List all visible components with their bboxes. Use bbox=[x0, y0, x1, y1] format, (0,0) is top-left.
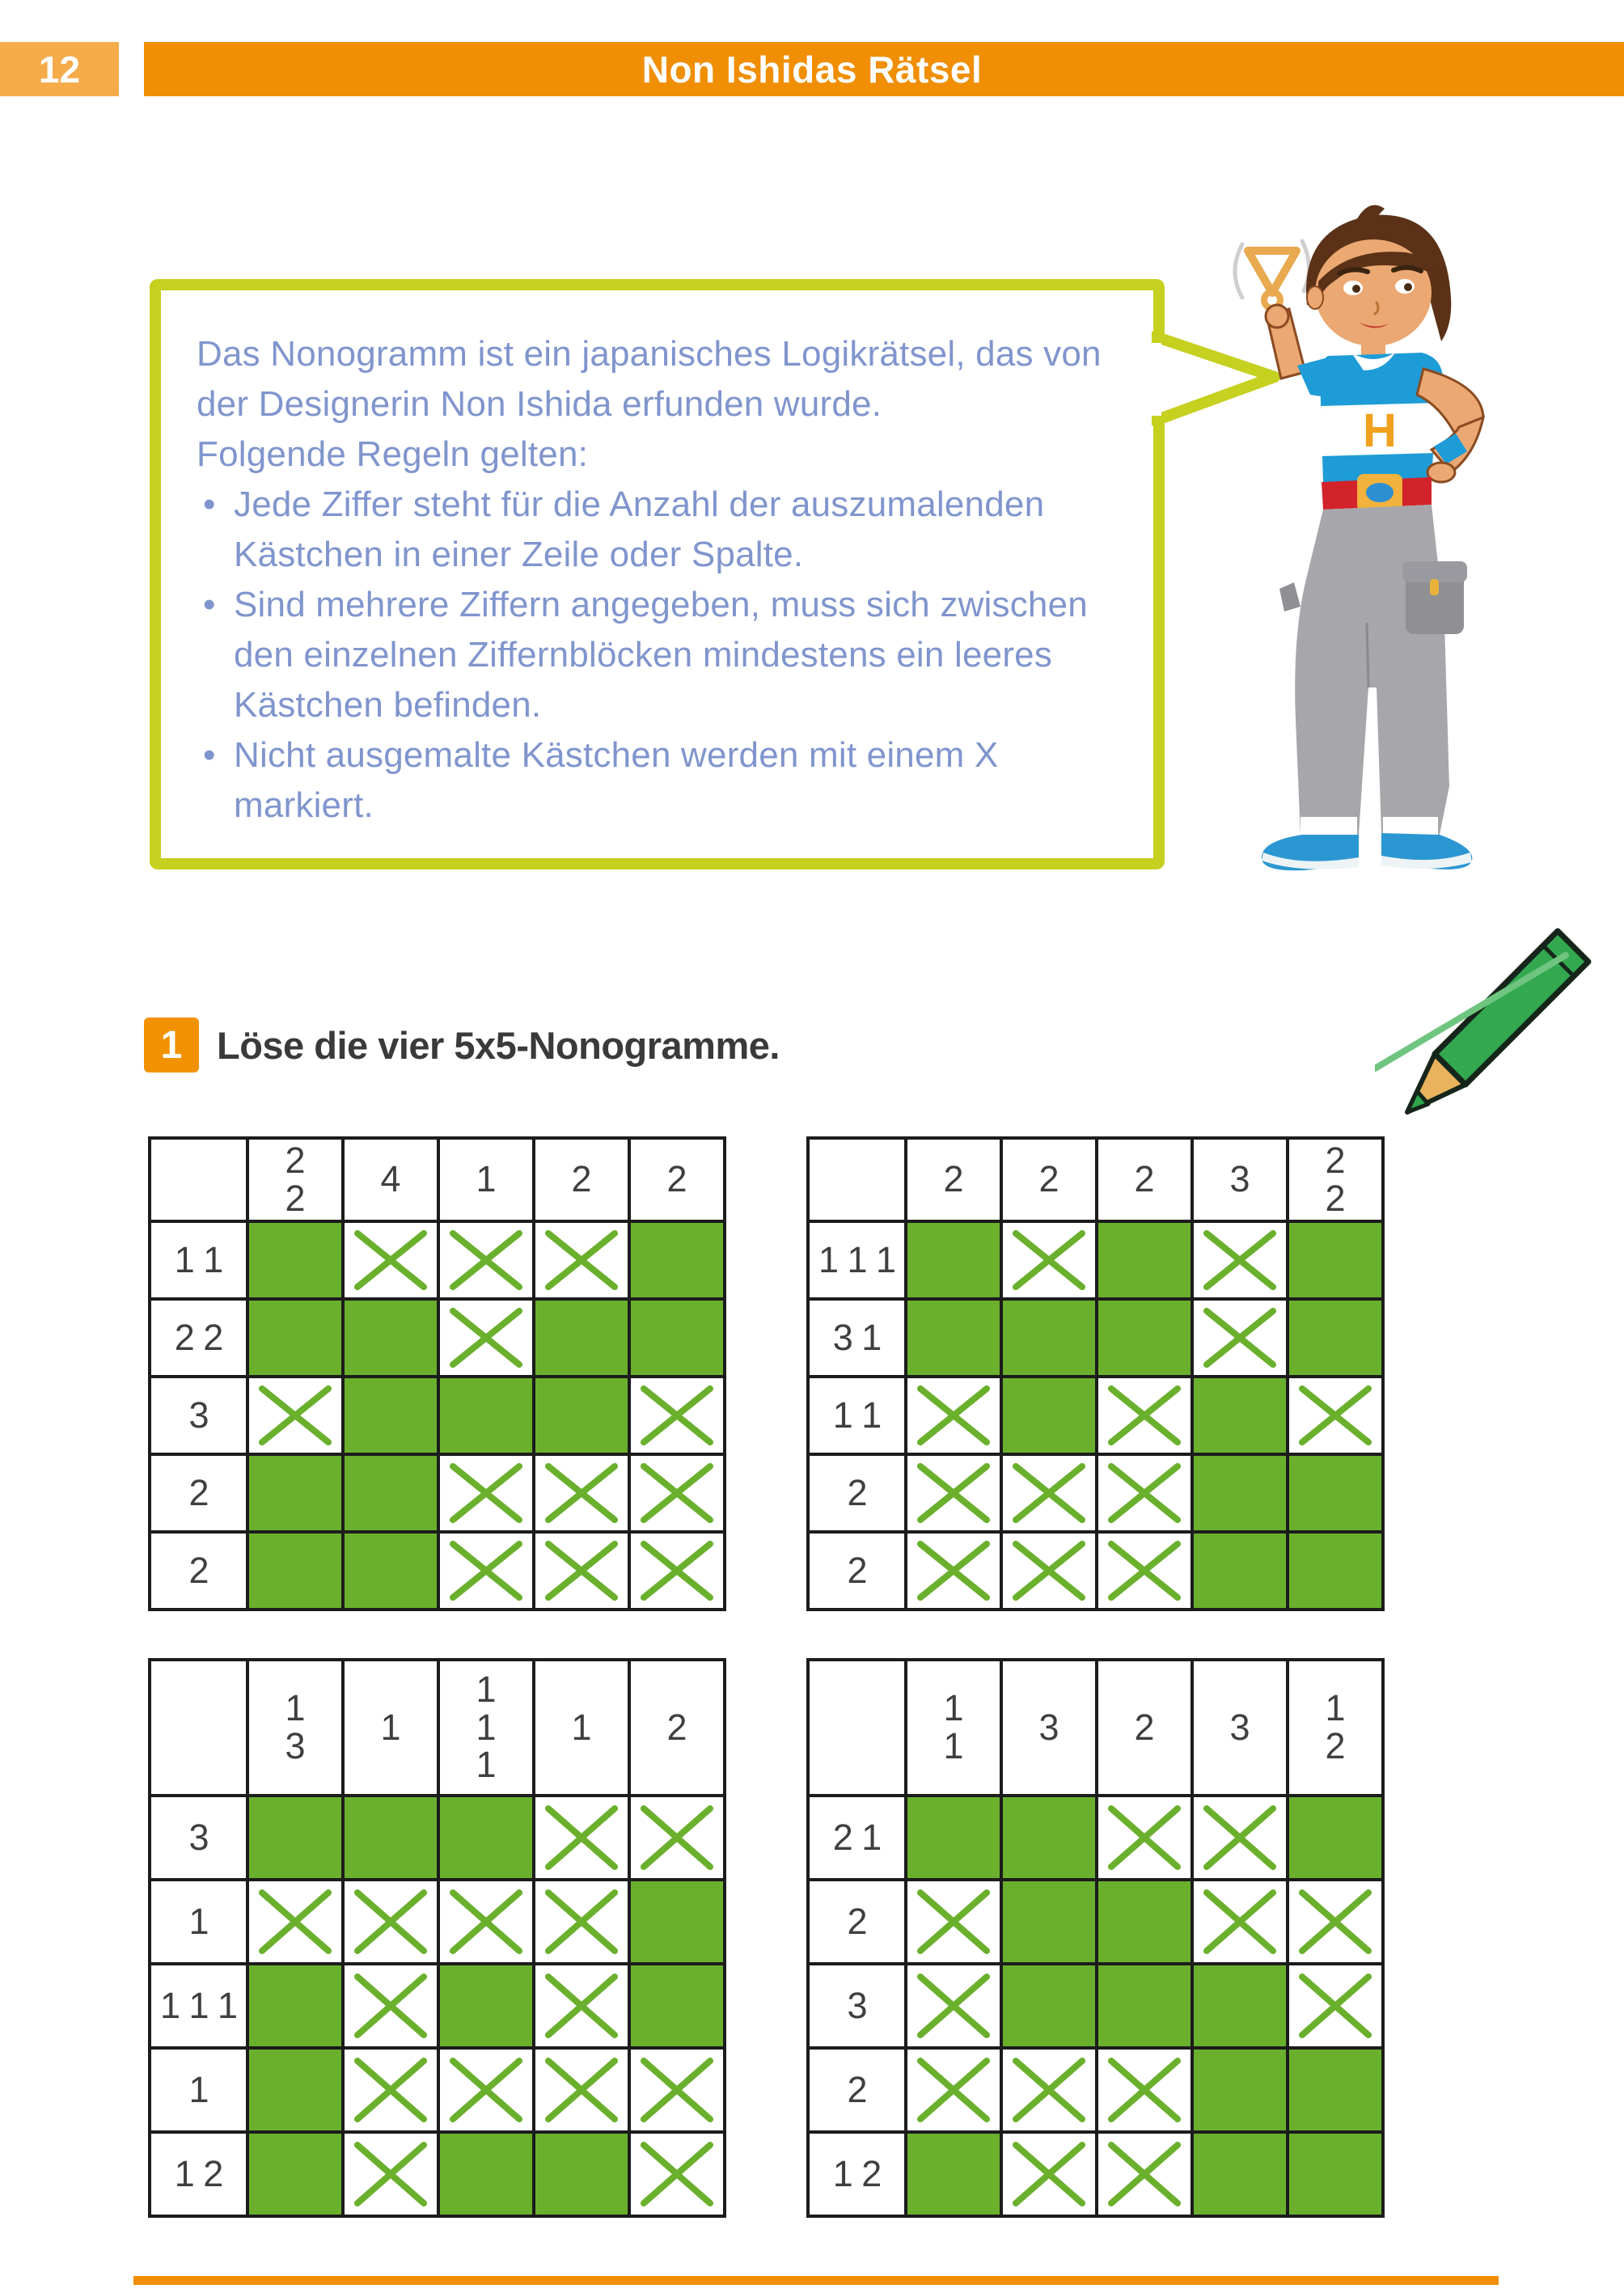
row-clue: 1 bbox=[150, 2048, 247, 2132]
puzzle-cell-r4c3[interactable] bbox=[1097, 1454, 1192, 1532]
nonogram-grid-3 bbox=[148, 1658, 726, 2218]
puzzle-cell-r5c3[interactable] bbox=[1097, 2132, 1192, 2216]
column-clue: 2 bbox=[534, 1138, 629, 1221]
row-clue: 2 1 bbox=[808, 1796, 906, 1880]
x-mark-icon bbox=[907, 1965, 1000, 2046]
puzzle-cell-r3c1[interactable] bbox=[247, 1377, 343, 1454]
puzzle-cell-r3c4[interactable] bbox=[534, 1964, 629, 2048]
x-mark-icon bbox=[907, 1378, 1000, 1453]
x-mark-icon bbox=[1289, 1378, 1381, 1453]
puzzle-cell-r3c4[interactable] bbox=[534, 1377, 629, 1454]
column-clue: 3 bbox=[1192, 1660, 1288, 1796]
x-mark-icon bbox=[907, 1881, 1000, 1962]
row-clue: 3 bbox=[808, 1964, 906, 2048]
puzzle-cell-r3c2[interactable] bbox=[343, 1964, 438, 2048]
x-mark-icon bbox=[1003, 2050, 1095, 2130]
bubble-rules-list bbox=[197, 480, 1135, 831]
nonogram-grid-1 bbox=[148, 1136, 726, 1611]
bubble-rules-label: Folgende Regeln gelten: bbox=[197, 434, 589, 474]
x-mark-icon bbox=[440, 1301, 532, 1375]
puzzle-cell-r5c1[interactable] bbox=[247, 1532, 343, 1610]
row-clue: 3 1 bbox=[808, 1299, 906, 1377]
puzzle-cell-r5c1[interactable] bbox=[906, 2132, 1001, 2216]
puzzle-cell-r3c3[interactable] bbox=[1097, 1964, 1192, 2048]
row-clue: 2 bbox=[808, 1532, 906, 1610]
puzzle-cell-r1c5[interactable] bbox=[1288, 1796, 1383, 1880]
x-mark-icon bbox=[345, 1965, 437, 2046]
puzzle-cell-r2c4[interactable] bbox=[534, 1299, 629, 1377]
puzzle-cell-r1c2[interactable] bbox=[343, 1221, 438, 1299]
column-clue: 3 bbox=[1192, 1138, 1288, 1221]
puzzle-cell-r4c1[interactable] bbox=[906, 1454, 1001, 1532]
puzzle-cell-r2c1[interactable] bbox=[247, 1880, 343, 1964]
puzzle-cell-r2c2[interactable] bbox=[343, 1299, 438, 1377]
x-mark-icon bbox=[345, 2134, 437, 2215]
puzzle-cell-r5c5[interactable] bbox=[629, 2132, 725, 2216]
column-clue: 4 bbox=[343, 1138, 438, 1221]
x-mark-icon bbox=[1003, 1456, 1095, 1530]
page-title: Non Ishidas Rätsel bbox=[641, 48, 983, 91]
triangle-tool-icon bbox=[1248, 251, 1296, 308]
puzzle-cell-r2c4[interactable] bbox=[1192, 1880, 1288, 1964]
puzzle-cell-r3c3[interactable] bbox=[1097, 1377, 1192, 1454]
x-mark-icon bbox=[440, 2050, 532, 2130]
column-clue: 1 1 1 bbox=[438, 1660, 534, 1796]
column-clue: 1 3 bbox=[247, 1660, 343, 1796]
row-clue: 2 bbox=[808, 2048, 906, 2132]
puzzle-cell-r2c1[interactable] bbox=[247, 1299, 343, 1377]
x-mark-icon bbox=[535, 1534, 628, 1608]
puzzle-cell-r3c1[interactable] bbox=[906, 1377, 1001, 1454]
puzzle-cell-r3c5[interactable] bbox=[629, 1377, 725, 1454]
puzzle-cell-r1c5[interactable] bbox=[1288, 1221, 1383, 1299]
row-clue: 1 1 bbox=[808, 1377, 906, 1454]
puzzle-cell-r1c3[interactable] bbox=[1097, 1221, 1192, 1299]
x-mark-icon bbox=[1003, 2134, 1095, 2215]
grid-corner bbox=[808, 1138, 906, 1221]
x-mark-icon bbox=[1194, 1797, 1286, 1878]
x-mark-icon bbox=[249, 1881, 341, 1962]
column-clue: 1 bbox=[438, 1138, 534, 1221]
puzzle-cell-r3c2[interactable] bbox=[1001, 1377, 1097, 1454]
puzzle-cell-r3c4[interactable] bbox=[1192, 1964, 1288, 2048]
puzzle-cell-r4c4[interactable] bbox=[534, 1454, 629, 1532]
x-mark-icon bbox=[907, 1456, 1000, 1530]
bubble-rule-3: • Nicht ausgemalte Kästchen werden mit einem X markiert. bbox=[197, 730, 1135, 831]
grid-corner bbox=[808, 1660, 906, 1796]
puzzle-cell-r3c1[interactable] bbox=[247, 1964, 343, 2048]
row-clue: 1 2 bbox=[150, 2132, 247, 2216]
x-mark-icon bbox=[1098, 2050, 1191, 2130]
puzzle-cell-r1c3[interactable] bbox=[1097, 1796, 1192, 1880]
x-mark-icon bbox=[1098, 2134, 1191, 2215]
puzzle-cell-r3c5[interactable] bbox=[1288, 1377, 1383, 1454]
puzzle-cell-r1c4[interactable] bbox=[534, 1221, 629, 1299]
x-mark-icon bbox=[1098, 1456, 1191, 1530]
puzzle-cell-r1c2[interactable] bbox=[1001, 1796, 1097, 1880]
x-mark-icon bbox=[1194, 1301, 1286, 1375]
puzzle-cell-r1c1[interactable] bbox=[906, 1796, 1001, 1880]
x-mark-icon bbox=[535, 1797, 628, 1878]
column-clue: 2 bbox=[629, 1138, 725, 1221]
puzzle-cell-r4c2[interactable] bbox=[1001, 2048, 1097, 2132]
x-mark-icon bbox=[1194, 1223, 1286, 1297]
puzzle-cell-r2c1[interactable] bbox=[906, 1299, 1001, 1377]
x-mark-icon bbox=[1098, 1797, 1191, 1878]
column-clue: 2 bbox=[1097, 1138, 1192, 1221]
column-clue: 2 bbox=[1097, 1660, 1192, 1796]
column-clue: 2 bbox=[629, 1660, 725, 1796]
puzzle-cell-r2c5[interactable] bbox=[1288, 1299, 1383, 1377]
puzzle-cell-r4c2[interactable] bbox=[343, 2048, 438, 2132]
puzzle-cell-r4c5[interactable] bbox=[1288, 1454, 1383, 1532]
x-mark-icon bbox=[631, 2134, 723, 2215]
x-mark-icon bbox=[440, 1534, 532, 1608]
puzzle-cell-r2c3[interactable] bbox=[438, 1880, 534, 1964]
puzzle-cell-r1c4[interactable] bbox=[1192, 1221, 1288, 1299]
column-clue: 2 bbox=[906, 1138, 1001, 1221]
puzzle-cell-r1c5[interactable] bbox=[629, 1796, 725, 1880]
x-mark-icon bbox=[535, 1965, 628, 2046]
puzzle-cell-r3c5[interactable] bbox=[629, 1964, 725, 2048]
column-clue: 2 2 bbox=[247, 1138, 343, 1221]
row-clue: 1 1 1 bbox=[808, 1221, 906, 1299]
nonogram-grid-4 bbox=[806, 1658, 1385, 2218]
puzzle-cell-r4c3[interactable] bbox=[438, 2048, 534, 2132]
x-mark-icon bbox=[345, 1223, 437, 1297]
puzzle-cell-r4c3[interactable] bbox=[438, 1454, 534, 1532]
puzzle-cell-r4c5[interactable] bbox=[629, 2048, 725, 2132]
page-number: 12 bbox=[38, 48, 81, 91]
pencil-illustration bbox=[1375, 910, 1618, 1144]
footer-bar bbox=[133, 2276, 1499, 2285]
row-clue: 2 bbox=[808, 1454, 906, 1532]
x-mark-icon bbox=[1289, 1965, 1381, 2046]
puzzle-cell-r1c3[interactable] bbox=[438, 1796, 534, 1880]
puzzle-cell-r3c4[interactable] bbox=[1192, 1377, 1288, 1454]
row-clue: 2 bbox=[150, 1532, 247, 1610]
task-text: Löse die vier 5x5-Nonogramme. bbox=[217, 1023, 780, 1067]
x-mark-icon bbox=[249, 1378, 341, 1453]
puzzle-cell-r5c1[interactable] bbox=[247, 2132, 343, 2216]
puzzle-cell-r5c4[interactable] bbox=[534, 1532, 629, 1610]
x-mark-icon bbox=[1003, 1223, 1095, 1297]
puzzle-cell-r4c4[interactable] bbox=[1192, 1454, 1288, 1532]
puzzle-cell-r2c3[interactable] bbox=[438, 1299, 534, 1377]
svg-text:H: H bbox=[1363, 404, 1397, 457]
puzzle-cell-r2c4[interactable] bbox=[534, 1880, 629, 1964]
x-mark-icon bbox=[907, 1534, 1000, 1608]
puzzle-cell-r4c1[interactable] bbox=[247, 2048, 343, 2132]
puzzle-cell-r4c5[interactable] bbox=[1288, 2048, 1383, 2132]
puzzle-cell-r1c4[interactable] bbox=[1192, 1796, 1288, 1880]
puzzle-cell-r5c2[interactable] bbox=[1001, 2132, 1097, 2216]
nonogram-grid-2 bbox=[806, 1136, 1385, 1611]
puzzle-cell-r3c5[interactable] bbox=[1288, 1964, 1383, 2048]
puzzle-cell-r2c2[interactable] bbox=[1001, 1880, 1097, 1964]
puzzle-cell-r2c2[interactable] bbox=[1001, 1299, 1097, 1377]
x-mark-icon bbox=[440, 1881, 532, 1962]
puzzle-cell-r1c2[interactable] bbox=[343, 1796, 438, 1880]
row-clue: 1 bbox=[150, 1880, 247, 1964]
puzzle-cell-r5c2[interactable] bbox=[1001, 1532, 1097, 1610]
puzzle-cell-r4c2[interactable] bbox=[1001, 1454, 1097, 1532]
puzzle-cell-r3c2[interactable] bbox=[343, 1377, 438, 1454]
puzzle-cell-r1c2[interactable] bbox=[1001, 1221, 1097, 1299]
column-clue: 1 2 bbox=[1288, 1660, 1383, 1796]
x-mark-icon bbox=[631, 1378, 723, 1453]
puzzle-cell-r2c5[interactable] bbox=[629, 1880, 725, 1964]
puzzle-cell-r4c2[interactable] bbox=[343, 1454, 438, 1532]
bubble-rule-1: • Jede Ziffer steht für die Anzahl der auszumalenden Kästchen in einer Zeile oder Spalte. bbox=[197, 480, 1135, 580]
row-clue: 3 bbox=[150, 1377, 247, 1454]
speech-bubble-text bbox=[197, 329, 1135, 831]
x-mark-icon bbox=[631, 1456, 723, 1530]
speech-bubble bbox=[150, 279, 1165, 869]
row-clue: 1 1 1 bbox=[150, 1964, 247, 2048]
puzzle-cell-r2c5[interactable] bbox=[629, 1299, 725, 1377]
puzzle-cell-r1c5[interactable] bbox=[629, 1221, 725, 1299]
puzzle-cell-r1c4[interactable] bbox=[534, 1796, 629, 1880]
puzzle-cell-r1c3[interactable] bbox=[438, 1221, 534, 1299]
x-mark-icon bbox=[1098, 1378, 1191, 1453]
puzzle-cell-r2c5[interactable] bbox=[1288, 1880, 1383, 1964]
grid-corner bbox=[150, 1660, 247, 1796]
x-mark-icon bbox=[1289, 1881, 1381, 1962]
row-clue: 2 bbox=[808, 1880, 906, 1964]
task-number: 1 bbox=[160, 1023, 183, 1067]
puzzle-cell-r5c4[interactable] bbox=[1192, 2132, 1288, 2216]
bubble-intro: Das Nonogramm ist ein japanisches Logikrätsel, das von der Designerin Non Ishida erfunden wurde. bbox=[197, 334, 1102, 424]
x-mark-icon bbox=[631, 1797, 723, 1878]
puzzle-cell-r3c3[interactable] bbox=[438, 1377, 534, 1454]
puzzle-cell-r2c3[interactable] bbox=[1097, 1880, 1192, 1964]
x-mark-icon bbox=[631, 1534, 723, 1608]
row-clue: 2 bbox=[150, 1454, 247, 1532]
x-mark-icon bbox=[1003, 1534, 1095, 1608]
puzzle-cell-r5c3[interactable] bbox=[438, 1532, 534, 1610]
puzzle-cell-r4c5[interactable] bbox=[629, 1454, 725, 1532]
row-clue: 1 1 bbox=[150, 1221, 247, 1299]
puzzle-cell-r2c3[interactable] bbox=[1097, 1299, 1192, 1377]
puzzle-cell-r5c3[interactable] bbox=[438, 2132, 534, 2216]
grid-corner bbox=[150, 1138, 247, 1221]
puzzle-cell-r2c1[interactable] bbox=[906, 1880, 1001, 1964]
puzzle-cell-r5c5[interactable] bbox=[629, 1532, 725, 1610]
row-clue: 1 2 bbox=[808, 2132, 906, 2216]
puzzle-cell-r5c2[interactable] bbox=[343, 1532, 438, 1610]
x-mark-icon bbox=[631, 2050, 723, 2130]
column-clue: 1 bbox=[534, 1660, 629, 1796]
x-mark-icon bbox=[535, 1223, 628, 1297]
puzzle-cell-r5c2[interactable] bbox=[343, 2132, 438, 2216]
puzzle-cell-r3c2[interactable] bbox=[1001, 1964, 1097, 2048]
task-number-badge bbox=[144, 1017, 199, 1072]
bubble-rule-2: • Sind mehrere Ziffern angegeben, muss sich zwischen den einzelnen Ziffernblöcken mindestens ein leeres Kästchen befinden. bbox=[197, 580, 1135, 730]
puzzle-cell-r2c4[interactable] bbox=[1192, 1299, 1288, 1377]
x-mark-icon bbox=[345, 2050, 437, 2130]
column-clue: 3 bbox=[1001, 1660, 1097, 1796]
x-mark-icon bbox=[345, 1881, 437, 1962]
boy-character-illustration bbox=[1165, 202, 1553, 882]
puzzle-cell-r3c3[interactable] bbox=[438, 1964, 534, 2048]
puzzle-cell-r4c3[interactable] bbox=[1097, 2048, 1192, 2132]
puzzle-cell-r4c1[interactable] bbox=[247, 1454, 343, 1532]
puzzle-cell-r1c1[interactable] bbox=[247, 1796, 343, 1880]
x-mark-icon bbox=[1098, 1534, 1191, 1608]
puzzle-cell-r4c4[interactable] bbox=[1192, 2048, 1288, 2132]
row-clue: 3 bbox=[150, 1796, 247, 1880]
x-mark-icon bbox=[440, 1456, 532, 1530]
x-mark-icon bbox=[535, 2050, 628, 2130]
puzzle-cell-r2c2[interactable] bbox=[343, 1880, 438, 1964]
x-mark-icon bbox=[907, 2050, 1000, 2130]
puzzle-cell-r4c4[interactable] bbox=[534, 2048, 629, 2132]
puzzle-cell-r5c4[interactable] bbox=[534, 2132, 629, 2216]
x-mark-icon bbox=[535, 1881, 628, 1962]
x-mark-icon bbox=[535, 1456, 628, 1530]
puzzle-cell-r5c4[interactable] bbox=[1192, 1532, 1288, 1610]
puzzle-cell-r5c3[interactable] bbox=[1097, 1532, 1192, 1610]
puzzle-cell-r1c1[interactable] bbox=[906, 1221, 1001, 1299]
puzzle-cell-r1c1[interactable] bbox=[247, 1221, 343, 1299]
puzzle-cell-r3c1[interactable] bbox=[906, 1964, 1001, 2048]
column-clue: 1 1 bbox=[906, 1660, 1001, 1796]
puzzle-cell-r4c1[interactable] bbox=[906, 2048, 1001, 2132]
x-mark-icon bbox=[440, 1223, 532, 1297]
row-clue: 2 2 bbox=[150, 1299, 247, 1377]
x-mark-icon bbox=[1194, 1881, 1286, 1962]
column-clue: 1 bbox=[343, 1660, 438, 1796]
column-clue: 2 2 bbox=[1288, 1138, 1383, 1221]
column-clue: 2 bbox=[1001, 1138, 1097, 1221]
puzzle-cell-r5c5[interactable] bbox=[1288, 2132, 1383, 2216]
puzzle-cell-r5c5[interactable] bbox=[1288, 1532, 1383, 1610]
puzzle-cell-r5c1[interactable] bbox=[906, 1532, 1001, 1610]
